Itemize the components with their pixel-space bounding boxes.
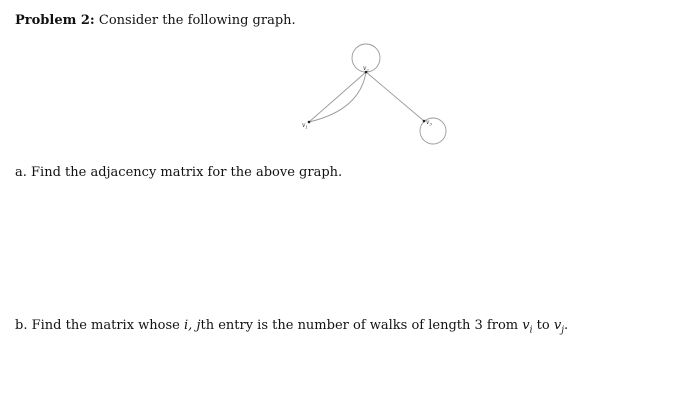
edge-v1-v2-straight	[309, 72, 366, 122]
part-b-ij: i, j	[184, 318, 201, 333]
part-a-question	[15, 165, 342, 180]
part-b-text-middle: th entry is the number of walks of length 3 from	[200, 318, 519, 333]
problem-label: Problem 2:	[15, 13, 95, 28]
graph-figure	[290, 40, 460, 150]
part-b-text-before: Find the matrix whose	[31, 318, 180, 333]
problem-text: Consider the following graph.	[98, 13, 296, 28]
vertex-label-v3: $v_3$	[426, 119, 432, 127]
vertex-v3	[423, 120, 426, 123]
part-b-vi: $v_i$	[522, 318, 533, 336]
part-a-text: Find the adjacency matrix for the above graph.	[31, 165, 343, 180]
vertex-v1	[308, 121, 311, 124]
part-b-label: b.	[15, 318, 28, 333]
problem-heading	[15, 13, 296, 28]
edge-v2-v3	[366, 72, 424, 121]
part-a-label: a.	[15, 165, 27, 180]
vertex-label-v2: $v_2$	[363, 65, 369, 73]
vertex-label-v1: $v_1$	[302, 122, 308, 130]
part-b-end: .	[564, 318, 569, 333]
part-b-to: to	[536, 318, 550, 333]
part-b-question	[15, 318, 568, 336]
part-b-vj: $v_j$	[553, 318, 565, 336]
